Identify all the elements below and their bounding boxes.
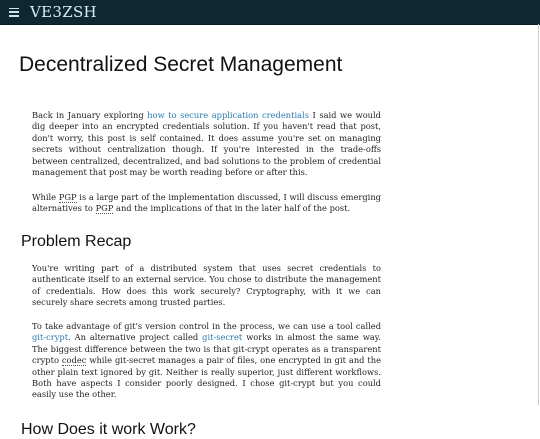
recap-p2-part3: works in almost the same way. The biggest difference between the two is that git-crypt operates as a transparent crypto [32,332,381,366]
intro-p1-text-after: I said we would dig deeper into an encrypted credentials solution. If you haven't read that post, don't worry, this post is self contained. It does assume you're set on managing secrets without centralization though. If you're interested in the trade-offs between centralized, decentralized, and bad solutions to the problem of credential management that post may be worth reading before or after this. [32,110,381,178]
intro-p1-text-before: Back in January exploring [32,110,148,120]
codec-abbr: codec [61,355,87,366]
intro-p2-part1: While [32,192,59,202]
section-heading-how-it-works: How Does it work Work? [21,421,196,438]
sidebar-divider [538,24,539,405]
top-bar [0,0,540,25]
recap-p2-part1: To take advantage of git's version control in the process, we can use a tool called [32,321,381,331]
site-title-link[interactable]: VE3ZSH [30,3,97,21]
pgp-abbr: PGP [95,203,114,214]
section-heading-problem-recap: Problem Recap [21,233,132,250]
recap-p2-part4: while git-secret manages a pair of files, one encrypted in git and the other plain text ignored by git. Neither is really superior, just different workflows. Both have aspects I consider poorly designed. I chose git-crypt but you could easily use the other. [32,355,382,400]
page-title: Decentralized Secret Management [19,53,343,76]
recap-p2-part2: . An alternative project called [68,332,203,343]
git-crypt-link[interactable]: git-crypt [32,332,69,343]
git-secret-link[interactable]: git-secret [202,332,243,343]
intro-paragraph-2 [32,192,381,215]
pgp-abbr: PGP [58,192,77,202]
intro-p2-part2: is a large part of the implementation discussed, I will discuss emerging alternatives to [32,192,381,214]
intro-paragraph-1 [32,110,381,178]
recap-paragraph-2 [32,321,381,401]
recap-paragraph-1: You're writing part of a distributed system that uses secret credentials to authenticate itself to an external service. You chose to distribute the management of credentials. How does this work securely? Cryptography, with it we can securely share secrets among trusted parties. [32,263,381,308]
menu-icon[interactable] [9,8,19,17]
secure-credentials-link[interactable]: how to secure application credentials [147,110,309,120]
intro-p2-part3: and the implications of that in the later half of the post. [113,203,351,214]
